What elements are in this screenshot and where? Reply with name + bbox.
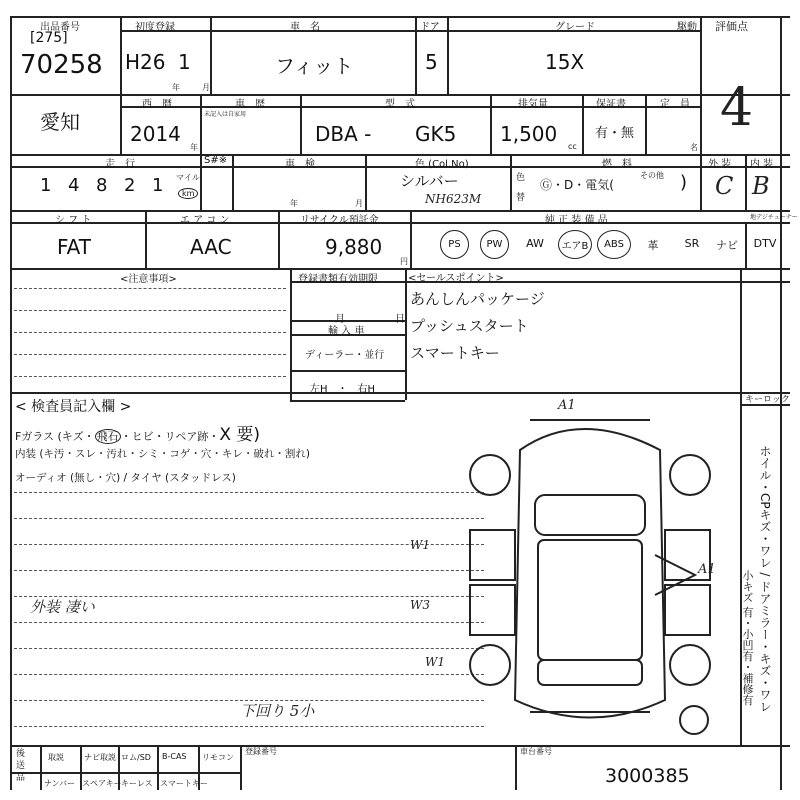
history-note: 未記入は自家用 <box>204 111 247 118</box>
equipment-leather: 革 <box>647 239 659 252</box>
note-line <box>14 726 484 727</box>
equipment-abs: ABS <box>597 230 631 259</box>
footer-item: スマートキー <box>160 779 208 788</box>
damage-mark-w1-upper: W1 <box>410 538 430 552</box>
sales-label: <セールスポイント> <box>408 273 504 284</box>
warranty-label: 保証書 <box>596 99 626 110</box>
year-value: 2014 <box>130 122 181 146</box>
equipment-navi: ナビ <box>716 239 738 252</box>
displacement-label: 排気量 <box>518 99 548 110</box>
damage-mark-a1-top: A1 <box>558 398 576 413</box>
displacement-value: 1,500 <box>500 122 558 146</box>
front-right-wheel <box>670 455 710 495</box>
year-mark: 年 <box>290 199 298 208</box>
model-prefix: DBA - <box>315 122 372 146</box>
footer-item: 取説 <box>48 753 64 762</box>
footer-item: スペアキー <box>82 779 122 788</box>
interior-line: 内装 (キ汚・スレ・汚れ・シミ・コゲ・穴・キレ・破れ・割れ) <box>15 448 310 460</box>
grid-line <box>10 16 790 18</box>
grid-line <box>10 16 12 790</box>
left-front-door <box>470 530 515 580</box>
capacity-unit: 名 <box>690 143 698 152</box>
right-rear-door <box>665 585 710 635</box>
wheel-note: ホイル・CPキズ・ワレ / ドアミラー・キズ・ワレ <box>758 445 772 713</box>
reg-expiry-label: 登録書類有効期限 <box>298 274 378 285</box>
damage-mark-a1-right: A1 <box>698 562 716 577</box>
handwritten-note: 外装 凄い <box>30 598 95 616</box>
note-line <box>14 570 484 571</box>
sales-point-3: スマートキー <box>410 344 500 362</box>
inspector-title: < 検査員記入欄 > <box>15 399 132 415</box>
first-reg-label: 初度登録 <box>135 22 175 33</box>
color-change-label: 色 <box>516 173 526 183</box>
sales-point-2: プッシュスタート <box>410 317 529 335</box>
model-code: GK5 <box>415 122 457 146</box>
grid-line <box>745 222 747 268</box>
month-label: 月 <box>335 314 345 325</box>
mile-unit: マイル <box>176 173 200 182</box>
doors-label: ドア <box>420 22 440 33</box>
interior-label: 内 装 <box>750 159 774 170</box>
warranty-value: 有・無 <box>595 126 635 141</box>
equipment-ps: PS <box>440 230 469 259</box>
note-line <box>14 376 286 377</box>
note-line <box>14 310 286 311</box>
grid-line <box>290 400 405 402</box>
color-label: 色 (Col.No) <box>415 159 469 170</box>
note-line <box>14 354 286 355</box>
grid-line <box>745 154 747 210</box>
first-reg-value: H26 <box>125 50 166 74</box>
grid-line <box>10 392 790 394</box>
exterior-label: 外 装 <box>708 159 732 170</box>
day-label: 日 <box>395 314 405 325</box>
note-line <box>14 332 286 333</box>
spare-tire-circle <box>680 706 708 734</box>
year-label: 西 暦 <box>142 99 172 110</box>
equipment-dtv: DTV <box>753 237 777 250</box>
handwritten-note: 下回り 5小 <box>240 702 315 720</box>
mileage-digit: 4 <box>68 175 80 196</box>
grade-label: グレード <box>555 22 595 33</box>
footer-item: リモコン <box>202 753 234 762</box>
score-value: 4 <box>720 78 754 138</box>
glass-mark: X 要) <box>219 425 261 445</box>
rear-left-wheel <box>470 645 510 685</box>
note-line <box>14 622 484 623</box>
keylock-label: キーロック <box>745 395 790 405</box>
grid-line <box>120 94 122 154</box>
grid-line <box>120 30 700 32</box>
glass-chip: 飛石 <box>96 430 119 443</box>
damage-mark-w3: W3 <box>410 598 430 612</box>
grid-line <box>10 210 790 212</box>
recycle-label: リサイクル預託金 <box>300 215 379 226</box>
grid-line <box>700 16 702 210</box>
equipment-airbag: エアB <box>558 230 592 259</box>
grid-line <box>365 154 367 210</box>
ac-label: エ ア コ ン <box>180 215 230 226</box>
mileage-digit: 8 <box>96 175 108 196</box>
color-change-label: 替 <box>516 193 526 203</box>
note-line <box>14 648 484 649</box>
equipment-sr: SR <box>684 237 700 250</box>
handle-option: 左H ・ 右H <box>310 384 376 395</box>
footer-item: キーレス <box>121 779 153 788</box>
doors-value: 5 <box>425 50 438 74</box>
lot-number: 70258 <box>20 50 103 80</box>
fuel-label: 燃 料 <box>602 159 632 170</box>
year-mark: 年 <box>190 143 198 152</box>
roof <box>538 540 642 660</box>
car-diagram <box>440 400 740 745</box>
note-line <box>14 288 286 289</box>
grid-line <box>645 94 647 154</box>
note-line <box>14 518 484 519</box>
damage-arrow <box>655 555 695 595</box>
damage-mark-w1-lower: W1 <box>425 655 445 669</box>
footer-item: ナビ取説 <box>84 753 116 762</box>
first-reg-month: 1 <box>178 50 191 74</box>
mileage-digit: 2 <box>124 175 136 196</box>
ac-value: AAC <box>190 235 232 259</box>
rear-label: 後送品 <box>16 749 26 783</box>
fuel-close: ) <box>680 172 688 193</box>
grid-line <box>582 94 584 154</box>
color-name: シルバー <box>400 172 459 190</box>
fuel-other: その他 <box>640 171 664 180</box>
interior-grade: B <box>752 172 770 200</box>
grid-line <box>410 210 412 268</box>
grid-line <box>210 16 212 94</box>
model-label: 型 式 <box>385 99 415 110</box>
cc-unit: cc <box>568 142 577 151</box>
grid-line <box>240 745 242 790</box>
exterior-grade: C <box>715 172 734 200</box>
score-label: 評価点 <box>715 20 748 33</box>
grid-line <box>278 210 280 268</box>
note-line <box>14 674 484 675</box>
year-mark: 年 <box>172 83 180 92</box>
grid-line <box>10 772 240 774</box>
sales-point-1: あんしんパッケージ <box>410 290 545 308</box>
car-name-label: 車 名 <box>290 22 320 33</box>
rear-window <box>538 660 642 685</box>
month-mark: 月 <box>202 83 210 92</box>
caution-label: <注意事項> <box>120 274 177 285</box>
windshield <box>535 495 645 535</box>
recycle-value: 9,880 <box>325 235 383 259</box>
mileage-digit: 1 <box>152 175 164 196</box>
tuner-label: 地デジチューナー <box>750 214 798 221</box>
equipment-pw: PW <box>480 230 509 259</box>
yen-unit: 円 <box>400 257 408 266</box>
grid-line <box>145 210 147 268</box>
grade-value: 15X <box>545 50 585 74</box>
month-mark: 月 <box>355 199 363 208</box>
fuel-options: Ⓖ・D・電気( <box>540 178 614 192</box>
grid-line <box>515 745 517 790</box>
front-left-wheel <box>470 455 510 495</box>
footer-item: B-CAS <box>162 752 187 761</box>
grid-line <box>40 745 42 790</box>
inspection-label: 車 検 <box>285 159 315 170</box>
audio-tire-line: オーディオ (無し・穴) / タイヤ (スタッドレス) <box>15 472 236 484</box>
grid-line <box>510 154 512 210</box>
grid-line <box>232 154 234 210</box>
mileage-digit: 1 <box>40 175 52 196</box>
shift-label: シ フ ト <box>55 215 92 226</box>
import-label: 輸 入 車 <box>328 326 365 337</box>
drive-label: 駆動 <box>677 22 697 33</box>
glass-rest: ・ヒビ・リペア跡・ <box>120 430 220 443</box>
car-name: フィット <box>275 54 354 78</box>
grid-line <box>120 16 122 94</box>
grid-line <box>200 94 202 154</box>
s-label: S#※ <box>204 155 228 166</box>
km-unit: km <box>178 188 198 199</box>
region: 愛知 <box>40 110 80 134</box>
grid-line <box>490 94 492 154</box>
reg-number-label: 登録番号 <box>245 747 277 756</box>
note-line <box>14 492 484 493</box>
chassis-number: 3000385 <box>605 765 690 787</box>
grid-line <box>300 94 302 154</box>
shift-value: FAT <box>57 235 92 259</box>
grid-line <box>10 745 790 747</box>
glass-line <box>15 420 260 445</box>
grid-line <box>157 745 159 790</box>
grid-line <box>447 16 449 94</box>
grid-line <box>10 222 790 224</box>
grid-line <box>405 268 407 400</box>
grid-line <box>415 16 417 94</box>
mirror-note: 小キズ 有・小凹有・補修有 <box>741 570 754 706</box>
equipment-label: 純 正 装 備 品 <box>545 215 608 226</box>
equipment-aw: AW <box>526 237 544 250</box>
glass-prefix: Fガラス (キズ・ <box>15 430 95 443</box>
lot-bracket: [275] <box>30 30 68 46</box>
lot-number-label: 出品番号 <box>40 22 80 33</box>
chassis-label: 車台番号 <box>520 747 552 756</box>
footer-item: ナンバー <box>44 779 76 788</box>
color-code: NH623M <box>425 192 482 206</box>
grid-line <box>200 154 202 210</box>
mileage-label: 走 行 <box>105 159 135 170</box>
left-rear-door <box>470 585 515 635</box>
rear-right-wheel <box>670 645 710 685</box>
dealer-option: ディーラー・並行 <box>305 350 385 361</box>
footer-item: ロム/SD <box>121 753 151 762</box>
grid-line <box>290 370 405 372</box>
history-label: 車 歴 <box>235 99 265 110</box>
capacity-label: 定 員 <box>660 99 690 110</box>
